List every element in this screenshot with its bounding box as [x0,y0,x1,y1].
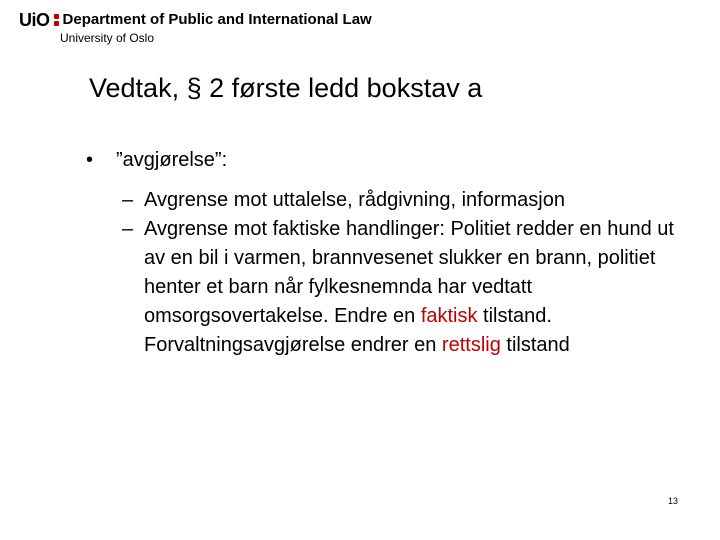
slide-title: Vedtak, § 2 første ledd bokstav a [89,73,483,103]
university-name: University of Oslo [60,31,155,45]
bullet-icon: • [86,149,94,171]
dash-icon: – [122,218,134,240]
text-segment: tilstand [500,334,570,356]
dash-icon: – [122,189,134,211]
logo-row [19,10,372,30]
bullet-text: ”avgjørelse”: [116,149,228,171]
sub-bullet-list [122,186,682,360]
text-segment: Avgrense mot faktiske handlinger: Politiet redder en hund ut av en bil i varmen, brannvesenet slukker en brann, politiet henter et barn når fylkesnemnda har vedtatt omsorgsovertakelse. Endre en [144,218,674,327]
highlight-faktisk: faktisk [420,305,478,327]
header [19,10,372,48]
bullet-item [86,147,227,173]
sub-bullet-item [122,186,682,215]
uio-logo: UiO [19,10,50,30]
department-name: Department of Public and International Law [62,11,372,28]
text-segment: tilstand. Forvaltningsavgjørelse endrer en [144,305,552,356]
page-number: 13 [668,496,679,506]
sub-bullet-item [122,215,682,360]
sub-bullet-text [144,215,682,360]
sub-bullet-text: Avgrense mot uttalelse, rådgivning, informasjon [144,189,565,211]
highlight-rettslig: rettslig [441,334,501,356]
logo-dots-icon [54,13,59,27]
